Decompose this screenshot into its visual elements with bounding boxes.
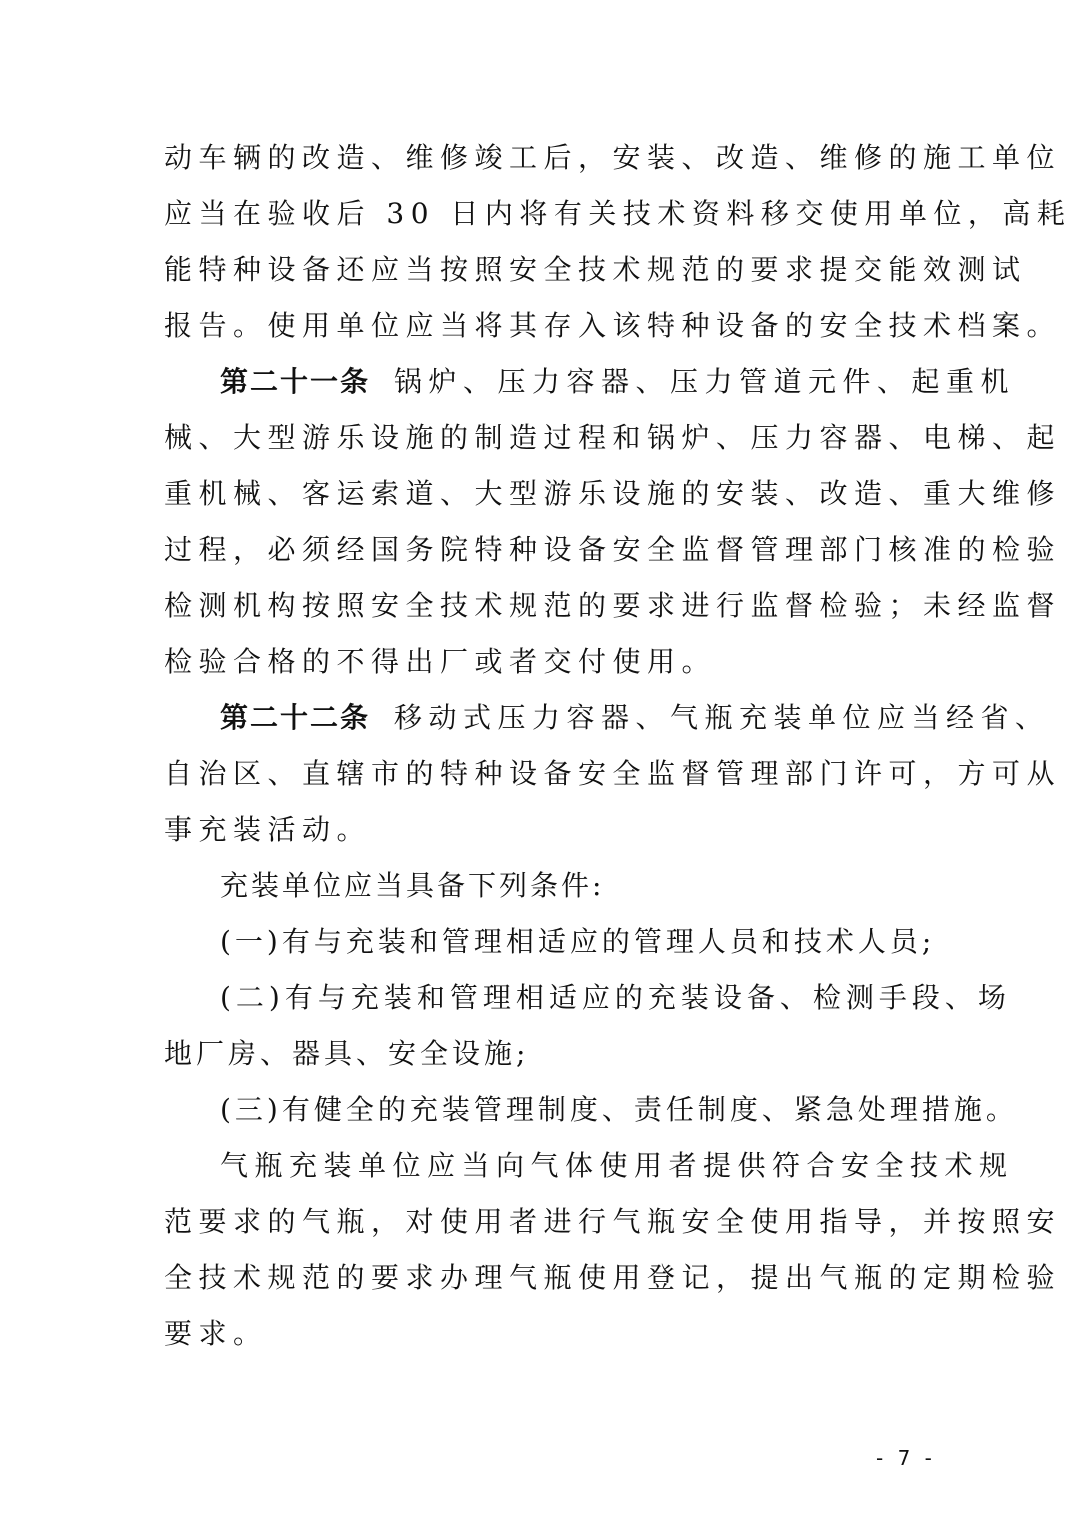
paragraph-line: 检验合格的不得出厂或者交付使用。	[164, 645, 717, 678]
condition-3: (三)有健全的充装管理制度、责任制度、紧急处理措施。	[220, 1093, 1018, 1126]
paragraph-line: 能特种设备还应当按照安全技术规范的要求提交能效测试	[164, 253, 1027, 286]
page-number: - 7 -	[876, 1446, 936, 1470]
paragraph-text: 锅炉、压力容器、压力管道元件、起重机	[394, 365, 1016, 398]
paragraph-line: 动车辆的改造、维修竣工后，安装、改造、维修的施工单位	[164, 141, 1062, 174]
article-21-first-line	[220, 362, 1016, 402]
paragraph-line: 检测机构按照安全技术规范的要求进行监督检验；未经监督	[164, 589, 1062, 622]
paragraph-line: 自治区、直辖市的特种设备安全监督管理部门许可，方可从	[164, 757, 1062, 790]
article-21-heading: 第二十一条	[220, 365, 371, 398]
condition-2-continued: 地厂房、器具、安全设施;	[164, 1037, 530, 1070]
conditions-intro: 充装单位应当具备下列条件:	[220, 869, 605, 902]
paragraph-line: 应当在验收后 30 日内将有关技术资料移交使用单位，高耗	[164, 197, 1072, 230]
paragraph-line: 范要求的气瓶，对使用者进行气瓶安全使用指导，并按照安	[164, 1205, 1062, 1238]
paragraph-line: 事充装活动。	[164, 813, 372, 846]
paragraph-line: 过程，必须经国务院特种设备安全监督管理部门核准的检验	[164, 533, 1062, 566]
condition-1: (一)有与充装和管理相适应的管理人员和技术人员;	[220, 925, 936, 958]
paragraph-line: 要求。	[164, 1317, 268, 1350]
paragraph-line: 械、大型游乐设施的制造过程和锅炉、压力容器、电梯、起	[164, 421, 1062, 454]
paragraph-line: 气瓶充装单位应当向气体使用者提供符合安全技术规	[220, 1149, 1014, 1182]
condition-2: (二)有与充装和管理相适应的充装设备、检测手段、场	[220, 981, 1011, 1014]
article-22-first-line	[220, 698, 1050, 738]
article-22-heading: 第二十二条	[220, 701, 371, 734]
paragraph-line: 报告。使用单位应当将其存入该特种设备的安全技术档案。	[164, 309, 1062, 342]
paragraph-line: 全技术规范的要求办理气瓶使用登记，提出气瓶的定期检验	[164, 1261, 1062, 1294]
paragraph-line: 重机械、客运索道、大型游乐设施的安装、改造、重大维修	[164, 477, 1062, 510]
paragraph-text: 移动式压力容器、气瓶充装单位应当经省、	[394, 701, 1050, 734]
